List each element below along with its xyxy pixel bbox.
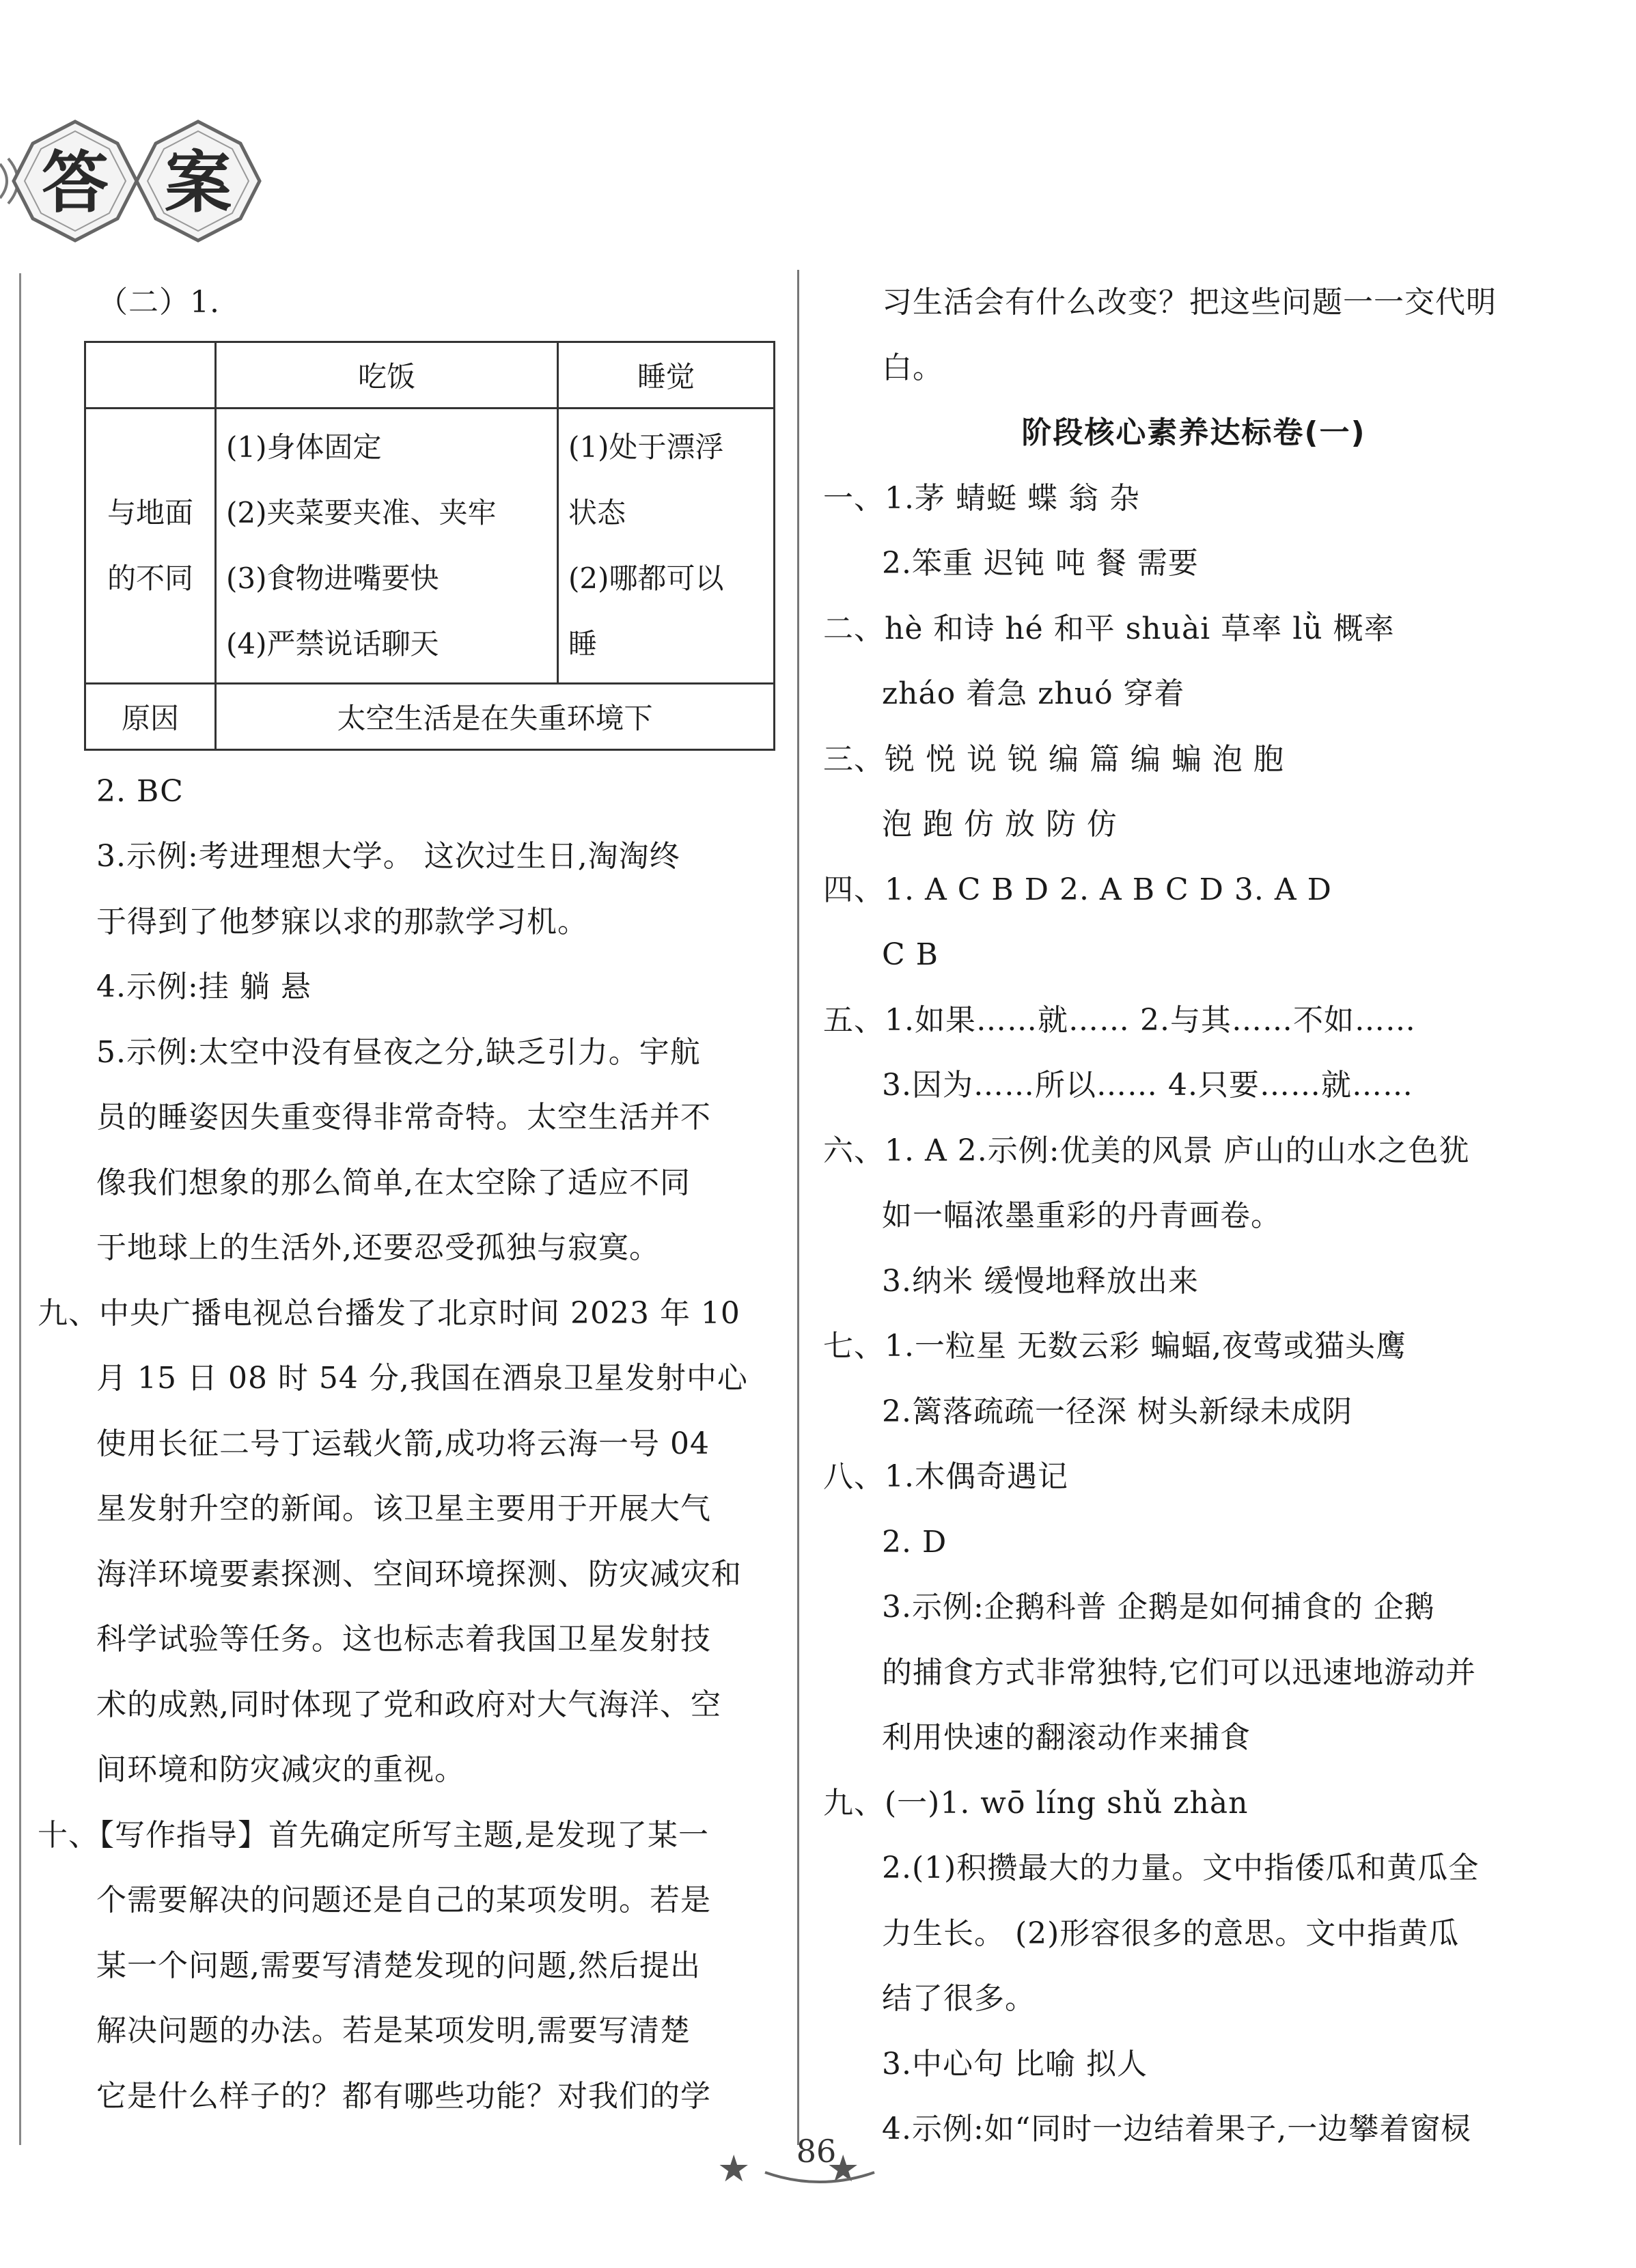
answer-line: 5.示例:太空中没有昼夜之分,缺乏引力。宇航 <box>96 1034 701 1070</box>
page-number: 86 <box>796 2133 837 2170</box>
right-column <box>823 270 1564 2162</box>
table-cell-sleep <box>558 408 775 683</box>
answer-line: 六、1. A 2.示例:优美的风景 庐山的山水之色犹 <box>823 1133 1470 1168</box>
answer-line: 某一个问题,需要写清楚发现的问题,然后提出 <box>96 1948 701 1983</box>
answer-line: 4.示例:如“同时一边结着果子,一边攀着窗棂 <box>882 2112 1472 2146</box>
answer-line: 2.笨重 迟钝 吨 餐 需要 <box>882 546 1199 581</box>
answer-line: 结了很多。 <box>882 1981 1036 2016</box>
left-column <box>38 270 772 2129</box>
answer-line: 使用长征二号丁运载火箭,成功将云海一号 04 <box>96 1426 710 1461</box>
answer-line: 2. D <box>882 1524 947 1560</box>
answer-line: 三、锐 悦 说 锐 编 篇 编 蝙 泡 胞 <box>823 741 1284 777</box>
answer-line: C B <box>882 937 939 972</box>
answer-line: 于得到了他梦寐以求的那款学习机。 <box>96 904 588 939</box>
cell-line: (1)处于漂浮 <box>568 430 724 464</box>
answer-line: 月 15 日 08 时 54 分,我国在酒泉卫星发射中心 <box>96 1361 748 1396</box>
table-cell-reason: 太空生活是在失重环境下 <box>216 683 775 749</box>
answer-line: zháo 着急 zhuó 穿着 <box>882 676 1185 711</box>
table-row-head-reason: 原因 <box>85 683 216 749</box>
answer-line: 2.(1)积攒最大的力量。文中指倭瓜和黄瓜全 <box>882 1851 1480 1885</box>
answer-line: 泡 跑 仿 放 防 仿 <box>882 807 1118 842</box>
answer-line: 3.示例:企鹅科普 企鹅是如何捕食的 企鹅 <box>882 1590 1435 1624</box>
answer-line: 间环境和防灾减灾的重视。 <box>96 1752 465 1787</box>
left-border-line <box>19 273 21 2145</box>
answer-line: 星发射升空的新闻。该卫星主要用于开展大气 <box>96 1491 711 1526</box>
answer-line: 2.篱落疏疏一径深 树头新绿未成阴 <box>882 1394 1353 1429</box>
answer-line: 解决问题的办法。若是某项发明,需要写清楚 <box>96 2013 691 2048</box>
answer-line: 五、1.如果……就…… 2.与其……不如…… <box>823 1002 1416 1038</box>
star-icon: ★ <box>717 2147 751 2190</box>
table-cell-eat <box>216 408 558 683</box>
answer-line: （二）1. <box>98 285 220 320</box>
answer-line: 于地球上的生活外,还要忍受孤独与寂寞。 <box>96 1230 660 1265</box>
column-divider <box>797 270 799 2145</box>
answer-line: 白。 <box>882 350 943 385</box>
answer-line: 力生长。 (2)形容很多的意思。文中指黄瓜 <box>882 1916 1460 1951</box>
cell-line: (4)严禁说话聊天 <box>226 626 439 661</box>
answer-line: 八、1.木偶奇遇记 <box>823 1459 1068 1494</box>
answer-line: 3.纳米 缓慢地释放出来 <box>882 1263 1199 1299</box>
answer-line: 4.示例:挂 躺 悬 <box>96 969 311 1004</box>
answer-line: 七、1.一粒星 无数云彩 蝙蝠,夜莺或猫头鹰 <box>823 1329 1406 1364</box>
answer-line: 员的睡姿因失重变得非常奇特。太空生活并不 <box>96 1100 711 1135</box>
answer-line: 如一幅浓墨重彩的丹青画卷。 <box>882 1198 1281 1233</box>
cell-line: (1)身体固定 <box>226 430 382 464</box>
cell-line: (2)夹菜要夹准、夹牢 <box>226 495 497 529</box>
comparison-table <box>84 341 775 751</box>
answer-line: 九、中央广播电视总台播发了北京时间 2023 年 10 <box>38 1295 740 1331</box>
answer-line: 个需要解决的问题还是自己的某项发明。若是 <box>96 1883 711 1918</box>
answer-line: 2. BC <box>96 773 184 809</box>
answer-line: 十、【写作指导】首先确定所写主题,是发现了某一 <box>38 1817 709 1853</box>
cell-line: (3)食物进嘴要快 <box>226 561 439 595</box>
cell-line: (2)哪都可以 <box>568 561 724 595</box>
answer-line: 像我们想象的那么简单,在太空除了适应不同 <box>96 1165 691 1200</box>
cell-line: 睡 <box>568 626 598 661</box>
answer-header <box>0 116 287 246</box>
answer-line: 二、hè 和诗 hé 和平 shuài 草率 lǜ 概率 <box>823 611 1395 646</box>
answer-line: 利用快速的翻滚动作来捕食 <box>882 1720 1251 1755</box>
answer-line: 3.示例:考进理想大学。 这次过生日,淘淘终 <box>96 839 680 874</box>
answer-line: 3.中心句 比喻 拟人 <box>882 2046 1148 2082</box>
answer-line: 3.因为……所以…… 4.只要……就…… <box>882 1068 1413 1103</box>
row-head-line: 与地面 <box>107 495 193 529</box>
section-title: 阶段核心素养达标卷(一) <box>1021 415 1366 450</box>
header-char-2: 案 <box>164 143 232 222</box>
star-icon: ★ <box>827 2147 860 2190</box>
answer-line: 九、(一)1. wō líng shǔ zhàn <box>823 1785 1249 1821</box>
table-col-header-eat: 吃饭 <box>216 342 558 408</box>
answer-line: 的捕食方式非常独特,它们可以迅速地游动并 <box>882 1655 1476 1690</box>
answer-line: 习生活会有什么改变？把这些问题一一交代明 <box>882 285 1497 320</box>
table-col-header-sleep: 睡觉 <box>558 342 775 408</box>
cell-line: 状态 <box>568 495 626 529</box>
answer-line: 一、1.茅 蜻蜓 蝶 翁 杂 <box>823 480 1140 516</box>
answer-line: 它是什么样子的？都有哪些功能？对我们的学 <box>96 2078 711 2114</box>
answer-line: 四、1. A C B D 2. A B C D 3. A D <box>823 872 1332 907</box>
row-head-line: 的不同 <box>107 561 193 595</box>
table-row-head-difference <box>85 408 216 683</box>
answer-line: 术的成熟,同时体现了党和政府对大气海洋、空 <box>96 1687 721 1722</box>
table-corner-cell <box>85 342 216 408</box>
answer-line: 海洋环境要素探测、空间环境探测、防灾减灾和 <box>96 1556 742 1592</box>
answer-line: 科学试验等任务。这也标志着我国卫星发射技 <box>96 1622 711 1657</box>
header-char-1: 答 <box>41 143 109 222</box>
